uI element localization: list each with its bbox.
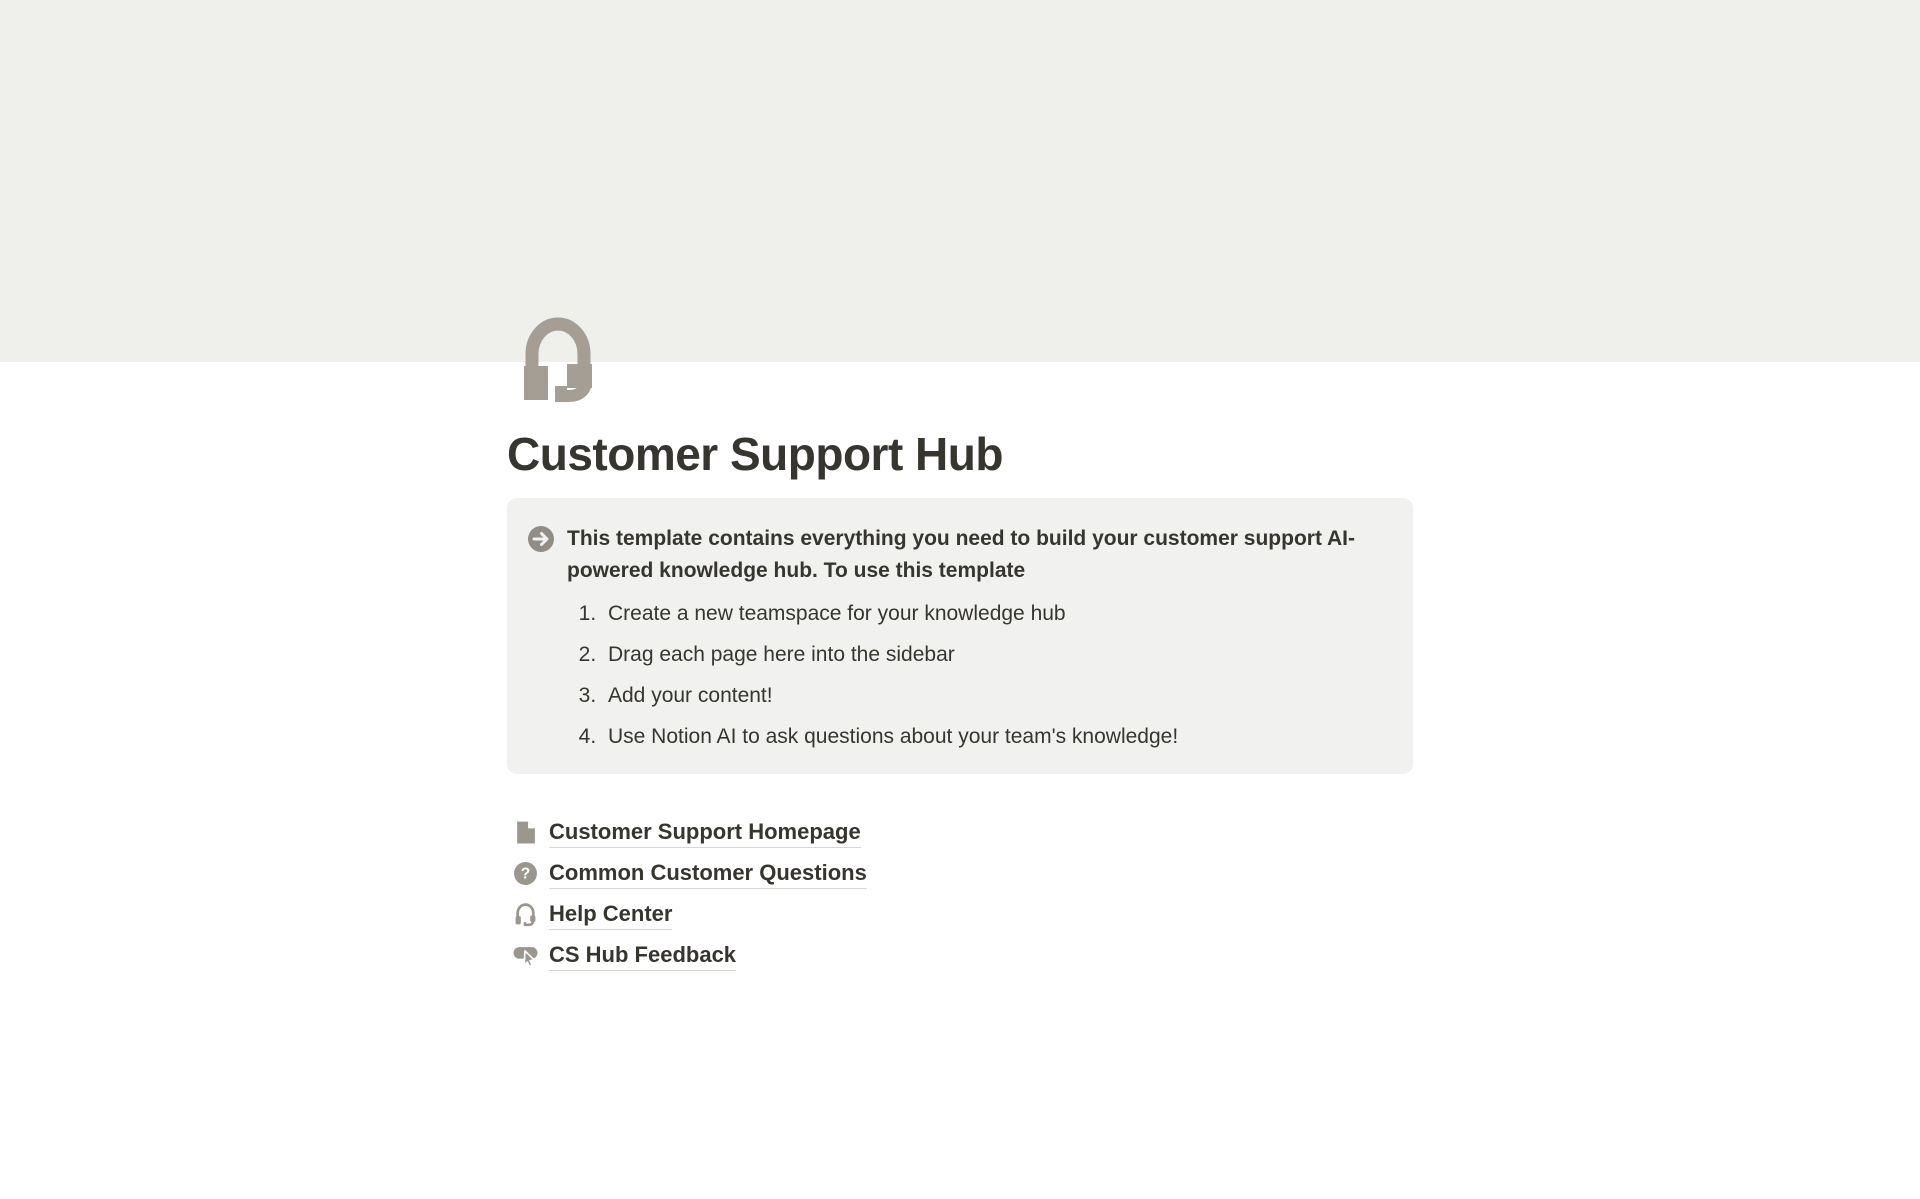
callout-step: 4. Use Notion AI to ask questions about your team's knowledge! <box>602 722 1385 752</box>
page-link-customer-support-homepage[interactable] <box>507 812 867 853</box>
callout <box>507 498 1413 774</box>
page-link-label[interactable]: Common Customer Questions <box>549 859 867 889</box>
headset-icon <box>513 902 538 927</box>
callout-step: 2. Drag each page here into the sidebar <box>602 640 1385 670</box>
page-link-label[interactable]: CS Hub Feedback <box>549 941 736 971</box>
page-link-common-customer-questions[interactable] <box>507 853 867 894</box>
page-link-help-center[interactable] <box>507 894 867 935</box>
callout-steps <box>527 599 1385 752</box>
page-link-label[interactable]: Customer Support Homepage <box>549 818 861 848</box>
headset-icon[interactable] <box>521 314 595 402</box>
callout-step: 1. Create a new teamspace for your knowledge hub <box>602 599 1385 629</box>
page-link-label[interactable]: Help Center <box>549 900 672 930</box>
page-link-cs-hub-feedback[interactable] <box>507 935 867 976</box>
question-circle-icon <box>513 861 538 886</box>
page-links <box>507 812 867 976</box>
arrow-right-circle-icon <box>527 525 555 553</box>
document-icon <box>513 820 538 845</box>
cursor-click-icon <box>513 943 538 968</box>
page-title: Customer Support Hub <box>507 428 1003 480</box>
callout-head <box>527 523 1385 587</box>
callout-step: 3. Add your content! <box>602 681 1385 711</box>
svg-text:?: ? <box>520 865 531 883</box>
callout-heading: This template contains everything you need to build your customer support AI-powered knowledge hub. To use this template <box>567 527 1355 582</box>
page-cover <box>0 0 1920 362</box>
